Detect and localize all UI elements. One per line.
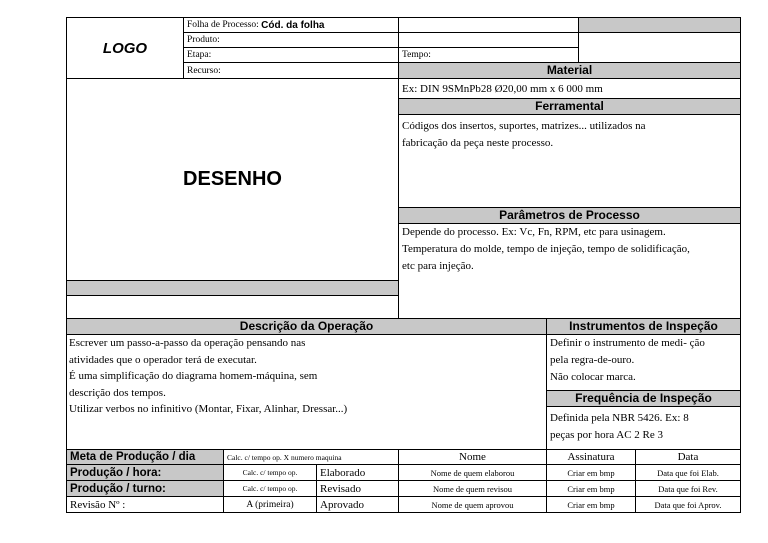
- descricao-line: atividades que o operador terá de executar.: [69, 353, 257, 366]
- parametros-title: Parâmetros de Processo: [499, 208, 640, 222]
- elaborado-assinatura: Criar em bmp: [567, 467, 615, 478]
- produto-cell: [183, 32, 399, 48]
- material-header: [398, 62, 741, 79]
- revisao-value-cell: [223, 496, 317, 513]
- descricao-line: Escrever um passo-a-passo da operação pensando nas: [69, 337, 306, 349]
- folha-cell: [183, 17, 399, 33]
- instrumentos-line: Não colocar marca.: [550, 371, 636, 383]
- instrumentos-header: [546, 318, 741, 335]
- col-data-header: [635, 449, 741, 465]
- revisado-nome: Nome de quem revisou: [432, 483, 513, 494]
- material-cell: [398, 78, 741, 99]
- parametros-cell: [398, 223, 741, 319]
- meta-value: Calc. c/ tempo op. X numero maquina: [227, 452, 342, 462]
- aprovado-role-cell: [316, 496, 399, 513]
- elaborado-role: Elaborado: [320, 466, 366, 479]
- etapa-label: Etapa:: [187, 50, 212, 60]
- revisao-label-cell: [66, 496, 224, 513]
- material-title: Material: [546, 63, 593, 77]
- frequencia-header: [546, 390, 741, 407]
- col-data-label: Data: [677, 451, 699, 463]
- elaborado-data: Data que foi Elab.: [657, 467, 719, 478]
- ferramental-line: Códigos dos insertos, suportes, matrizes... utilizados na: [402, 120, 646, 132]
- revisado-role: Revisado: [320, 482, 361, 495]
- meta-label-cell: [66, 449, 224, 465]
- material-text: Ex: DIN 9SMnPb28 Ø20,00 mm x 6 000 mm: [402, 82, 603, 95]
- instrumentos-title: Instrumentos de Inspeção: [569, 319, 718, 333]
- elaborado-data-cell: [635, 464, 741, 481]
- revisado-role-cell: [316, 480, 399, 497]
- elaborado-role-cell: [316, 464, 399, 481]
- folha-value: Cód. da folha: [261, 19, 325, 31]
- parametros-line: Depende do processo. Ex: Vc, Fn, RPM, etc para usinagem.: [402, 226, 666, 238]
- descricao-line: descrição dos tempos.: [69, 386, 166, 399]
- tempo-label: Tempo:: [402, 50, 431, 60]
- instrumentos-cell: [546, 334, 741, 391]
- revisado-assinatura-cell: [546, 480, 636, 497]
- col-nome-label: Nome: [459, 451, 486, 463]
- aprovado-role: Aprovado: [320, 498, 364, 511]
- meta-value-cell: [223, 449, 399, 465]
- revisado-nome-cell: [398, 480, 547, 497]
- turno-label-cell: [66, 480, 224, 497]
- descricao-cell: [66, 334, 547, 450]
- header-shaded-cell: [578, 17, 741, 33]
- instrumentos-line: pela regra-de-ouro.: [550, 354, 635, 366]
- revisado-assinatura: Criar em bmp: [567, 483, 615, 494]
- col-nome-header: [398, 449, 547, 465]
- recurso-cell: [183, 62, 399, 79]
- drawing-shaded-bar: [66, 280, 399, 296]
- revisado-data-cell: [635, 480, 741, 497]
- drawing-label: DESENHO: [183, 168, 282, 190]
- descricao-title: Descrição da Operação: [239, 319, 374, 333]
- parametros-line: Temperatura do molde, tempo de injeção, tempo de solidificação,: [402, 243, 690, 255]
- hora-label-cell: [66, 464, 224, 481]
- hora-label: Produção / hora:: [70, 466, 162, 479]
- drawing-footer-cell: [66, 295, 399, 319]
- revisao-value: A (primeira): [246, 499, 294, 510]
- parametros-line: etc para injeção.: [402, 260, 474, 272]
- recurso-label: Recurso:: [187, 65, 221, 76]
- elaborado-nome-cell: [398, 464, 547, 481]
- etapa-cell: [183, 47, 399, 63]
- meta-label: Meta de Produção / dia: [70, 451, 196, 463]
- aprovado-data: Data que foi Aprov.: [654, 499, 722, 510]
- turno-label: Produção / turno:: [70, 482, 166, 495]
- ferramental-header: [398, 98, 741, 115]
- folha-label: Folha de Processo:: [187, 20, 259, 30]
- produto-label: Produto:: [187, 35, 220, 45]
- ferramental-title: Ferramental: [535, 99, 604, 113]
- logo: LOGO: [102, 39, 148, 57]
- aprovado-nome: Nome de quem aprovou: [431, 499, 514, 510]
- parametros-header: [398, 207, 741, 224]
- ferramental-cell: [398, 114, 741, 208]
- hora-value-cell: [223, 464, 317, 481]
- frequencia-line: peças por hora AC 2 Re 3: [550, 429, 664, 441]
- header-right-cell: [578, 32, 741, 63]
- produto-value-cell: [398, 32, 579, 48]
- col-assinatura-label: Assinatura: [567, 451, 615, 463]
- aprovado-assinatura: Criar em bmp: [567, 499, 615, 510]
- tempo-cell: [398, 47, 579, 63]
- folha-value-cell: [398, 17, 579, 33]
- logo-cell: [66, 17, 184, 79]
- col-assinatura-header: [546, 449, 636, 465]
- elaborado-assinatura-cell: [546, 464, 636, 481]
- drawing-area: [66, 78, 399, 281]
- turno-value: Calc. c/ tempo op.: [242, 484, 298, 493]
- descricao-line: É uma simplificação do diagrama homem-máquina, sem: [69, 370, 318, 382]
- elaborado-nome: Nome de quem elaborou: [430, 467, 515, 478]
- aprovado-data-cell: [635, 496, 741, 513]
- frequencia-line: Definida pela NBR 5426. Ex: 8: [550, 412, 689, 424]
- revisao-label: Revisão Nº :: [70, 498, 126, 511]
- ferramental-line: fabricação da peça neste processo.: [402, 137, 554, 149]
- frequencia-cell: [546, 406, 741, 450]
- turno-value-cell: [223, 480, 317, 497]
- frequencia-title: Frequência de Inspeção: [575, 391, 712, 405]
- revisado-data: Data que foi Rev.: [658, 483, 718, 494]
- aprovado-assinatura-cell: [546, 496, 636, 513]
- descricao-header: [66, 318, 547, 335]
- descricao-line: Utilizar verbos no infinitivo (Montar, Fixar, Alinhar, Dressar...): [69, 403, 348, 415]
- hora-value: Calc. c/ tempo op.: [242, 468, 298, 477]
- instrumentos-line: Definir o instrumento de medi- ção: [550, 337, 705, 349]
- aprovado-nome-cell: [398, 496, 547, 513]
